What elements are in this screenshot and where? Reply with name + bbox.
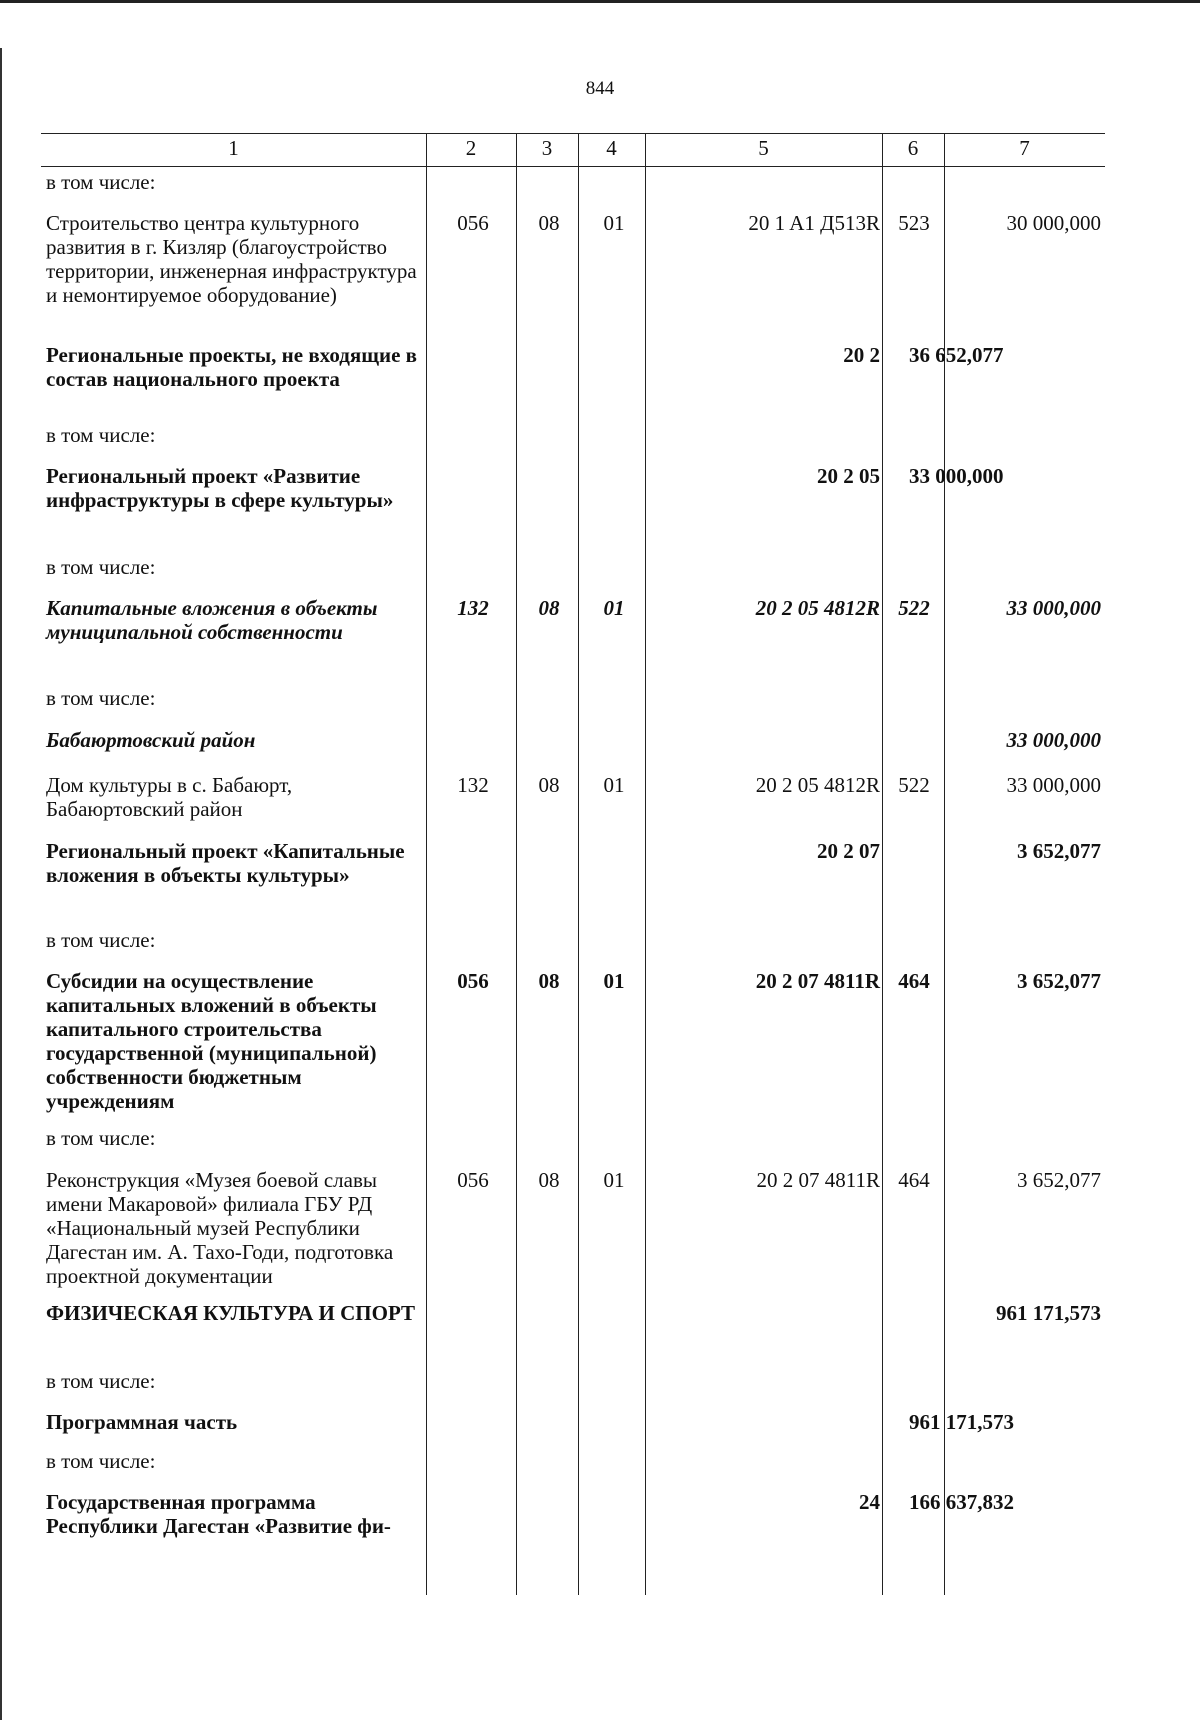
row-label: Дом культуры в с. Бабаюрт, Бабаюртовский район [46, 773, 293, 821]
row-label: в том числе: [46, 170, 156, 194]
row-label: Реконструкция «Музея боевой славы имени Макаровой» филиала ГБУ РД «Национальный музей Республики Дагестан им. А. Тахо-Годи, подготовка проектной документации [46, 1168, 394, 1288]
header-bottom-rule [41, 166, 1105, 167]
cell-section: 08 [538, 1168, 560, 1192]
cell-section: 08 [538, 969, 560, 993]
row-label: Программная часть [46, 1410, 238, 1434]
cell-ministry: 056 [457, 1168, 489, 1192]
cell-target-article: 20 2 07 [817, 839, 880, 863]
cell-ministry: 056 [457, 211, 489, 235]
cell-target-article: 20 2 05 4812R [755, 773, 880, 797]
cell-expense-type: 522 [898, 596, 930, 620]
row-label: в том числе: [46, 1126, 156, 1150]
row-label: в том числе: [46, 928, 156, 952]
cell-section: 08 [538, 596, 560, 620]
cell-amount: 33 000,000 [909, 464, 1004, 488]
header-top-rule [41, 133, 1105, 134]
cell-ministry: 132 [457, 773, 489, 797]
cell-expense-type: 523 [898, 211, 930, 235]
row-label: в том числе: [46, 423, 156, 447]
cell-ministry: 132 [457, 596, 489, 620]
cell-amount: 33 000,000 [1006, 728, 1101, 752]
cell-amount: 3 652,077 [1017, 969, 1101, 993]
cell-amount: 33 000,000 [1006, 773, 1101, 797]
row-label: ФИЗИЧЕСКАЯ КУЛЬТУРА И СПОРТ [46, 1301, 416, 1325]
cell-subsection: 01 [603, 211, 625, 235]
column-header-3: 3 [541, 136, 553, 160]
row-label: в том числе: [46, 1369, 156, 1393]
column-header-1: 1 [228, 136, 239, 160]
row-label: Региональный проект «Капитальные вложения в объекты культуры» [46, 839, 405, 887]
column-divider [578, 133, 579, 1595]
cell-target-article: 20 2 07 4811R [755, 969, 880, 993]
cell-amount: 961 171,573 [909, 1410, 1014, 1434]
cell-amount: 961 171,573 [996, 1301, 1101, 1325]
cell-amount: 36 652,077 [909, 343, 1004, 367]
cell-amount: 33 000,000 [1006, 596, 1101, 620]
cell-target-article: 20 2 [843, 343, 880, 367]
cell-target-article: 24 [859, 1490, 880, 1514]
row-label: в том числе: [46, 555, 156, 579]
cell-expense-type: 522 [898, 773, 930, 797]
column-divider [426, 133, 427, 1595]
cell-subsection: 01 [603, 969, 625, 993]
row-label: Государственная программа Республики Дагестан «Развитие фи- [46, 1490, 391, 1538]
row-label: Капитальные вложения в объекты муниципальной собственности [46, 596, 378, 644]
cell-amount: 166 637,832 [909, 1490, 1014, 1514]
row-label: Бабаюртовский район [46, 728, 256, 752]
cell-ministry: 056 [457, 969, 489, 993]
column-header-5: 5 [758, 136, 769, 160]
cell-section: 08 [538, 773, 560, 797]
cell-subsection: 01 [603, 596, 625, 620]
row-label: Субсидии на осуществление капитальных вложений в объекты капитального строительства государственной (муниципальной) собственности бюджетным учреждениям [46, 969, 377, 1113]
column-divider [516, 133, 517, 1595]
scan-top-edge [0, 0, 1200, 3]
scan-left-edge [0, 48, 2, 1720]
cell-target-article: 20 2 05 4812R [755, 596, 880, 620]
column-header-2: 2 [465, 136, 477, 160]
row-label: в том числе: [46, 686, 156, 710]
cell-subsection: 01 [603, 1168, 625, 1192]
cell-amount: 3 652,077 [1017, 839, 1101, 863]
column-header-7: 7 [1019, 136, 1030, 160]
cell-target-article: 20 1 A1 Д513R [748, 211, 880, 235]
cell-expense-type: 464 [898, 1168, 930, 1192]
cell-amount: 3 652,077 [1017, 1168, 1101, 1192]
row-label: Региональные проекты, не входящие в состав национального проекта [46, 343, 417, 391]
column-header-6: 6 [907, 136, 919, 160]
row-label: в том числе: [46, 1449, 156, 1473]
page-number: 844 [585, 78, 615, 99]
cell-target-article: 20 2 07 4811R [756, 1168, 880, 1192]
row-label: Строительство центра культурного развития в г. Кизляр (благоустройство территории, инженерная инфраструктура и немонтируемое оборудование) [46, 211, 417, 307]
cell-expense-type: 464 [898, 969, 930, 993]
row-label: Региональный проект «Развитие инфраструктуры в сфере культуры» [46, 464, 394, 512]
column-header-4: 4 [606, 136, 617, 160]
cell-section: 08 [538, 211, 560, 235]
column-divider [645, 133, 646, 1595]
cell-amount: 30 000,000 [1006, 211, 1101, 235]
cell-target-article: 20 2 05 [817, 464, 880, 488]
cell-subsection: 01 [603, 773, 625, 797]
column-divider [882, 133, 883, 1595]
budget-table [41, 133, 1105, 1595]
